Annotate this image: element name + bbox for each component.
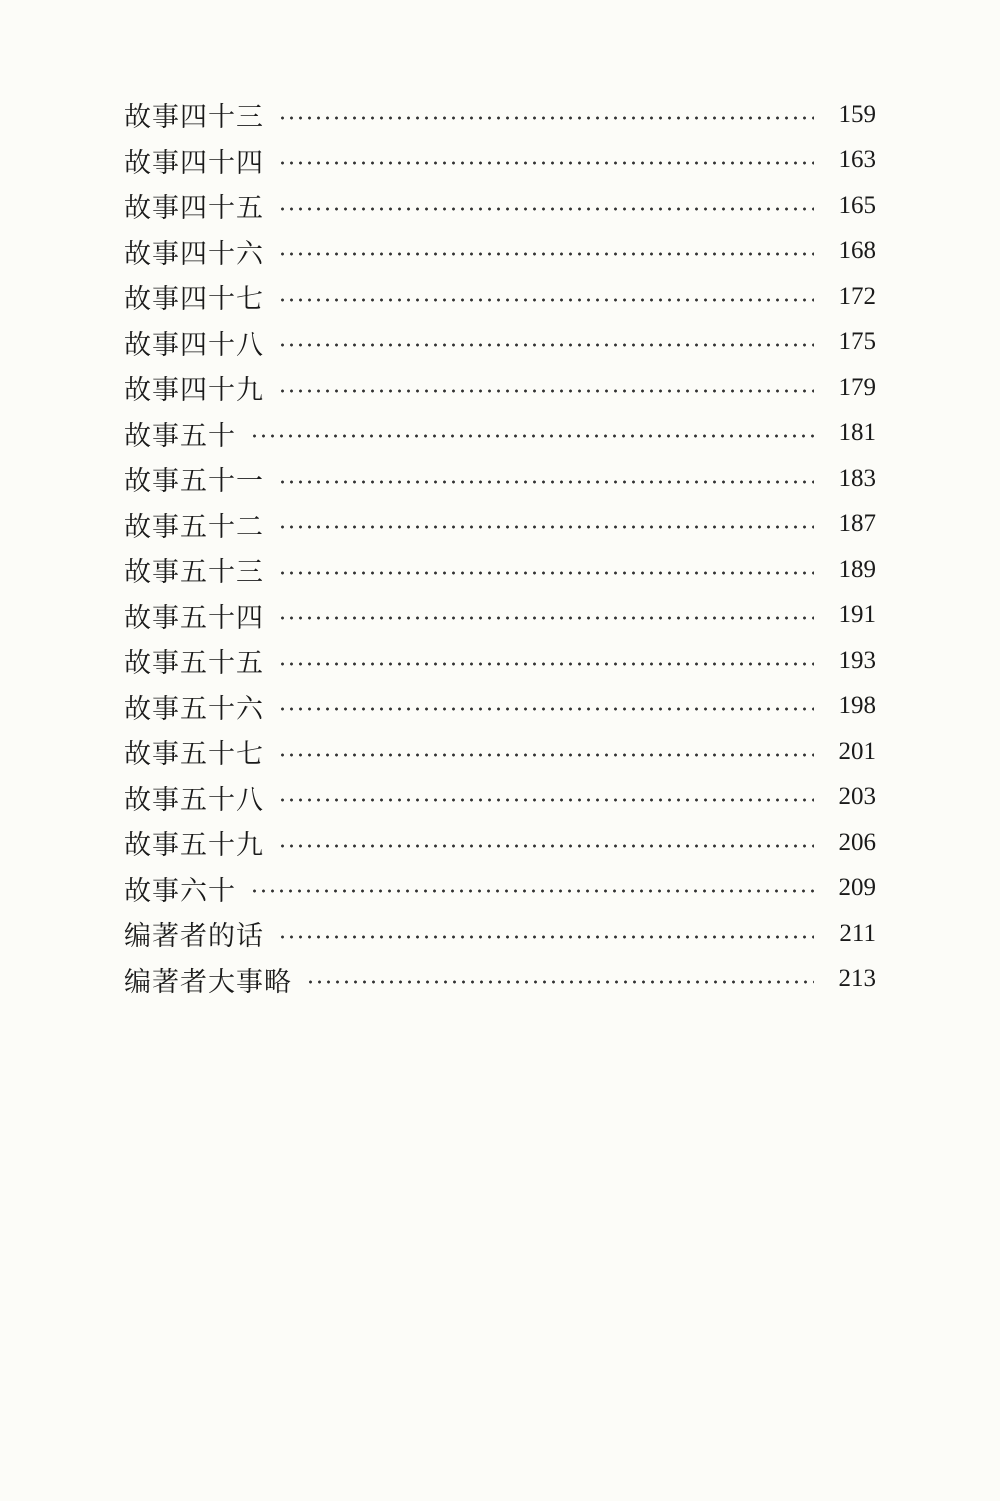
toc-entry <box>124 729 876 775</box>
dot-leader <box>278 798 814 802</box>
toc-entry-page: 175 <box>838 328 876 356</box>
toc-entry-title: 故事五十八 <box>124 784 264 816</box>
toc-entry-title: 故事五十一 <box>124 466 264 498</box>
toc-entry-title: 编著者的话 <box>124 921 264 953</box>
dot-leader <box>278 525 814 529</box>
toc-entry-page: 209 <box>838 874 876 902</box>
toc-entry-page: 191 <box>838 601 876 629</box>
toc-entry <box>124 229 876 275</box>
dot-leader <box>278 298 814 302</box>
toc-entry-page: 172 <box>838 282 876 310</box>
dot-leader <box>278 753 814 757</box>
table-of-contents <box>124 92 876 1002</box>
toc-entry <box>124 183 876 229</box>
toc-entry <box>124 456 876 502</box>
dot-leader <box>278 207 814 211</box>
dot-leader <box>278 616 814 620</box>
toc-entry-page: 163 <box>838 146 876 174</box>
toc-entry-page: 181 <box>838 419 876 447</box>
toc-entry <box>124 593 876 639</box>
dot-leader <box>278 480 814 484</box>
toc-entry-title: 故事四十六 <box>124 238 264 270</box>
toc-entry <box>124 638 876 684</box>
toc-entry-page: 179 <box>838 373 876 401</box>
toc-entry-title: 故事五十七 <box>124 739 264 771</box>
toc-entry-page: 159 <box>838 100 876 128</box>
toc-entry <box>124 411 876 457</box>
toc-entry <box>124 365 876 411</box>
dot-leader <box>278 844 814 848</box>
toc-entry-title: 故事五十六 <box>124 693 264 725</box>
toc-entry-page: 206 <box>838 828 876 856</box>
toc-entry-title: 故事五十四 <box>124 602 264 634</box>
dot-leader <box>250 434 814 438</box>
toc-entry-title: 故事五十二 <box>124 511 264 543</box>
dot-leader <box>278 343 814 347</box>
toc-entry-page: 168 <box>838 237 876 265</box>
dot-leader <box>278 662 814 666</box>
toc-entry-page: 165 <box>838 191 876 219</box>
toc-entry-title: 故事四十四 <box>124 147 264 179</box>
toc-entry-page: 203 <box>838 783 876 811</box>
dot-leader <box>278 252 814 256</box>
dot-leader <box>278 571 814 575</box>
toc-entry-page: 189 <box>838 555 876 583</box>
toc-entry-title: 故事四十八 <box>124 329 264 361</box>
toc-entry <box>124 911 876 957</box>
dot-leader <box>278 116 814 120</box>
toc-entry-page: 213 <box>838 965 876 993</box>
toc-entry <box>124 92 876 138</box>
dot-leader <box>278 161 814 165</box>
toc-entry <box>124 274 876 320</box>
toc-entry <box>124 547 876 593</box>
toc-entry <box>124 684 876 730</box>
toc-entry-title: 故事四十五 <box>124 193 264 225</box>
toc-entry-title: 故事六十 <box>124 875 236 907</box>
toc-entry-title: 故事五十九 <box>124 830 264 862</box>
toc-entry <box>124 138 876 184</box>
toc-entry-title: 故事五十三 <box>124 557 264 589</box>
toc-entry-title: 故事五十 <box>124 420 236 452</box>
toc-entry-title: 故事四十三 <box>124 102 264 134</box>
toc-entry <box>124 820 876 866</box>
toc-entry-title: 故事五十五 <box>124 648 264 680</box>
dot-leader <box>250 889 814 893</box>
dot-leader <box>278 389 814 393</box>
toc-entry-page: 193 <box>838 646 876 674</box>
toc-entry <box>124 957 876 1003</box>
toc-entry-title: 故事四十九 <box>124 375 264 407</box>
toc-entry-page: 211 <box>839 919 876 947</box>
dot-leader <box>306 980 814 984</box>
toc-entry <box>124 866 876 912</box>
toc-entry-title: 故事四十七 <box>124 284 264 316</box>
dot-leader <box>278 935 814 939</box>
toc-entry-title: 编著者大事略 <box>124 966 292 998</box>
toc-entry-page: 187 <box>838 510 876 538</box>
toc-entry-page: 201 <box>838 737 876 765</box>
toc-entry-page: 183 <box>838 464 876 492</box>
dot-leader <box>278 707 814 711</box>
toc-entry <box>124 502 876 548</box>
toc-entry <box>124 320 876 366</box>
toc-entry-page: 198 <box>838 692 876 720</box>
toc-entry <box>124 775 876 821</box>
